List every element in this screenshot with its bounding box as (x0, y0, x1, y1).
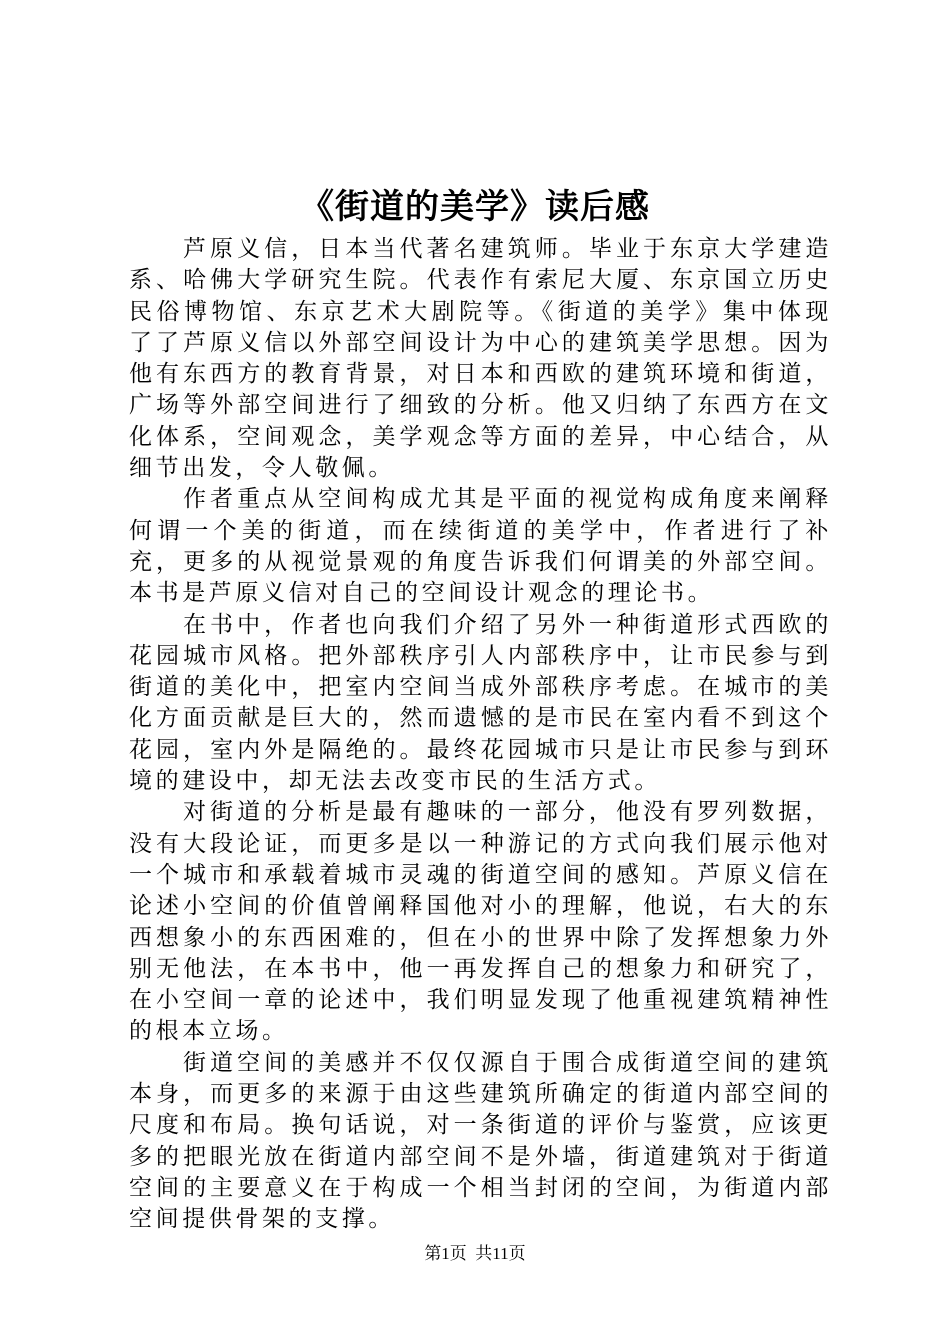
document-body (129, 234, 832, 1236)
paragraph: 对街道的分析是最有趣味的一部分，他没有罗列数据，没有大段论证，而更多是以一种游记的方式向我们展示他对一个城市和承载着城市灵魂的街道空间的感知。芦原义信在论述小空间的价值曾阐释国他对小的理解，他说，右大的东西想象小的东西困难的，但在小的世界中除了发挥想象力外别无他法，在本书中，他一再发挥自己的想象力和研究了，在小空间一章的论述中，我们明显发现了他重视建筑精神性的根本立场。 (129, 799, 832, 1045)
paragraph: 芦原义信，日本当代著名建筑师。毕业于东京大学建造系、哈佛大学研究生院。代表作有索尼大厦、东京国立历史民俗博物馆、东京艺术大剧院等。《街道的美学》集中体现了了芦原义信以外部空间设计为中心的建筑美学思想。因为他有东西方的教育背景，对日本和西欧的建筑环境和街道，广场等外部空间进行了细致的分析。他又归纳了东西方在文化体系，空间观念，美学观念等方面的差异，中心结合，从细节出发，令人敬佩。 (129, 236, 832, 482)
document-title: 《街道的美学》读后感 (300, 187, 650, 227)
page-footer (0, 1243, 950, 1265)
page-number: 第1页 共11页 (424, 1244, 526, 1263)
paragraph: 在书中，作者也向我们介绍了另外一种街道形式西欧的花园城市风格。把外部秩序引人内部秩序中，让市民参与到街道的美化中，把室内空间当成外部秩序考虑。在城市的美化方面贡献是巨大的，然而遗憾的是市民在室内看不到这个花园，室内外是隔绝的。最终花园城市只是让市民参与到环境的建设中，却无法去改变市民的生活方式。 (129, 611, 832, 795)
paragraph: 街道空间的美感并不仅仅源自于围合成街道空间的建筑本身，而更多的来源于由这些建筑所确定的街道内部空间的尺度和布局。换句话说，对一条街道的评价与鉴赏，应该更多的把眼光放在街道内部空间不是外墙，街道建筑对于街道空间的主要意义在于构成一个相当封闭的空间，为街道内部空间提供骨架的支撑。 (129, 1049, 832, 1233)
paragraph: 作者重点从空间构成尤其是平面的视觉构成角度来阐释何谓一个美的街道，而在续街道的美学中，作者进行了补充，更多的从视觉景观的角度告诉我们何谓美的外部空间。本书是芦原义信对自己的空间设计观念的理论书。 (129, 486, 832, 607)
